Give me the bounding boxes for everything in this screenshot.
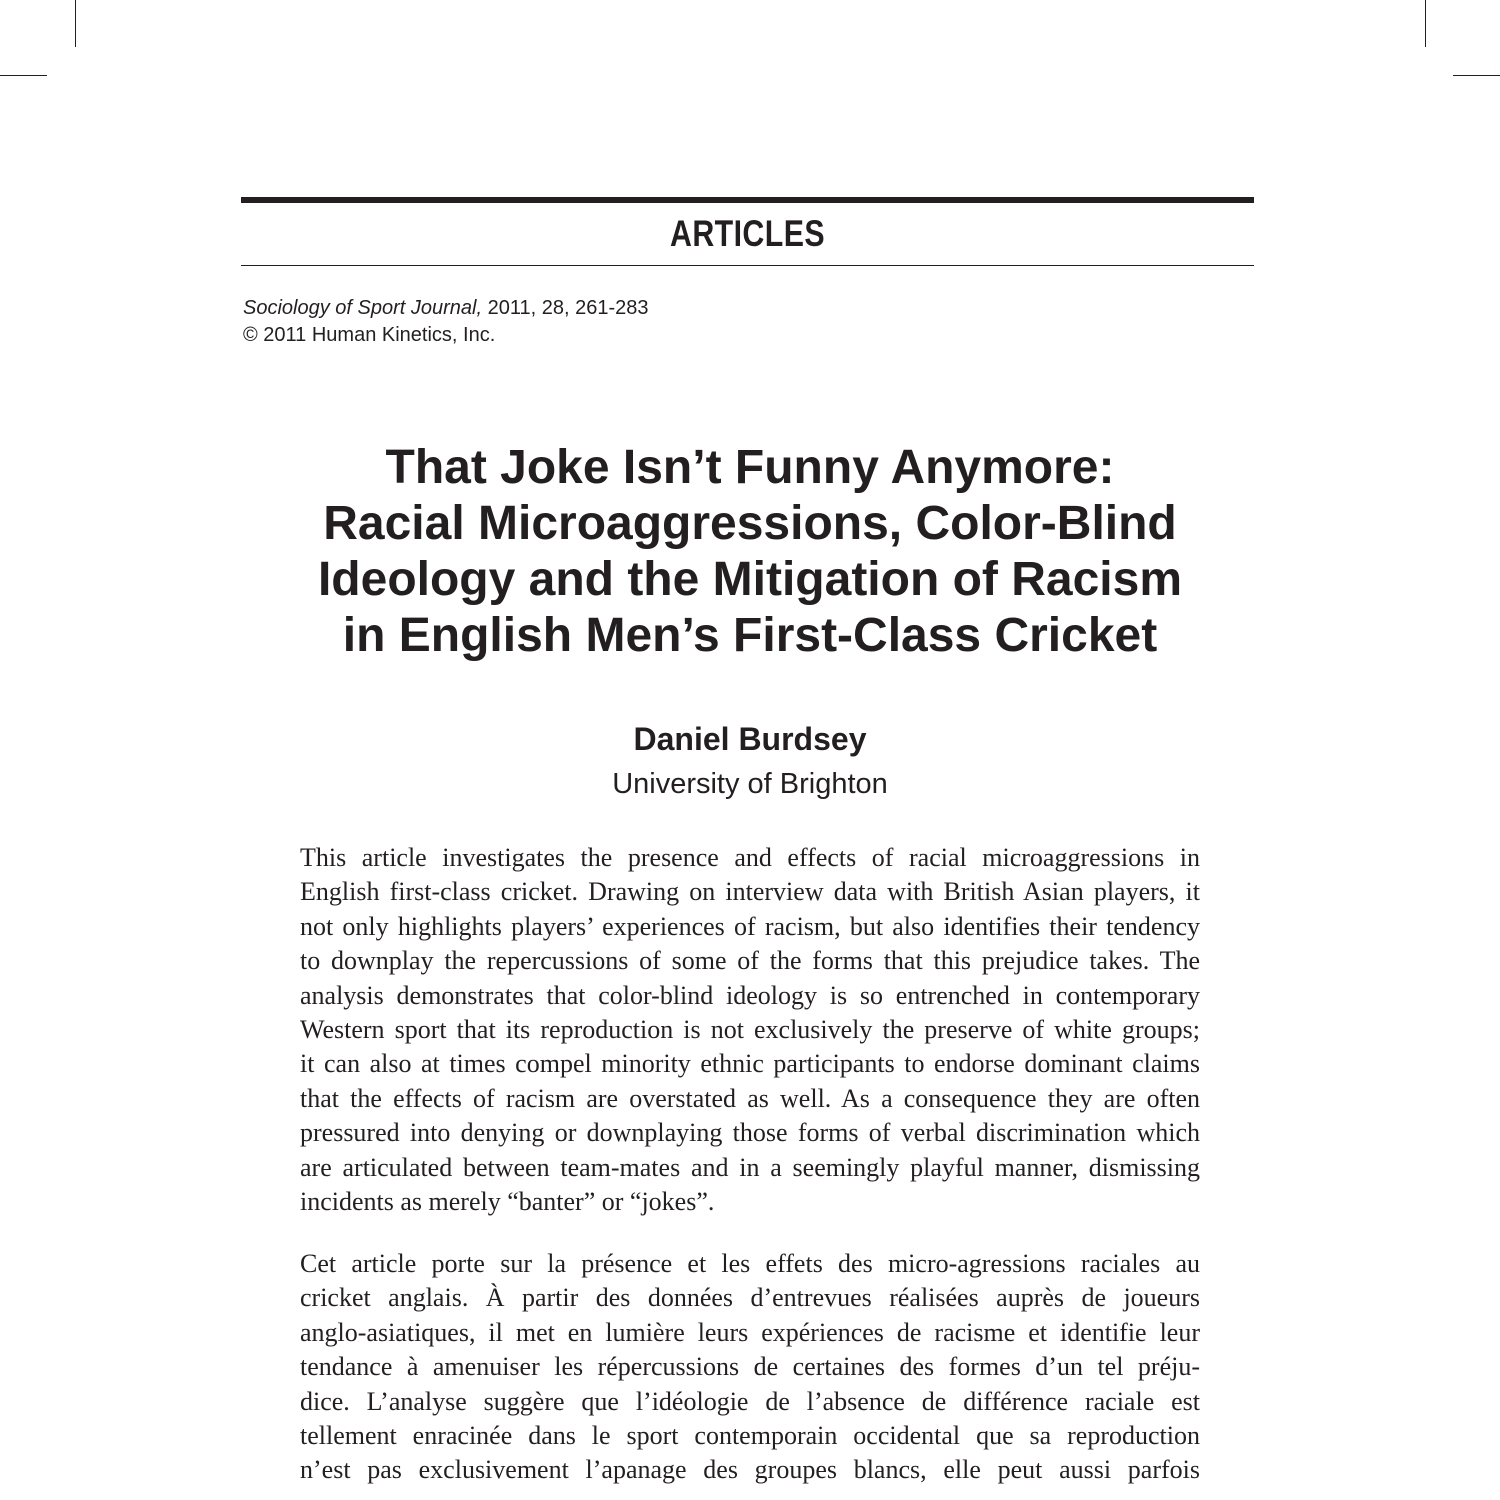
abstract-line: to downplay the repercussions of some of the forms that this prejudice takes. The bbox=[300, 946, 1200, 976]
abstract-line: analysis demonstrates that color-blind ideology is so entrenched in contemporary bbox=[300, 980, 1200, 1010]
abstract-french bbox=[300, 1247, 1200, 1488]
section-label: ARTICLES bbox=[670, 213, 825, 254]
crop-mark-top-left-horizontal bbox=[0, 75, 47, 76]
title-line: in English Men’s First-Class Cricket bbox=[342, 609, 1158, 662]
abstract-line: This article investigates the presence and effects of racial microaggressions in bbox=[300, 843, 1200, 872]
journal-name: Sociology of Sport Journal, bbox=[243, 297, 483, 319]
journal-volume-pages: 2011, 28, 261-283 bbox=[482, 297, 649, 319]
journal-info bbox=[243, 295, 648, 349]
crop-mark-top-left-vertical bbox=[75, 0, 76, 47]
title-line: Racial Microaggressions, Color-Blind bbox=[323, 497, 1177, 550]
abstract-line: English first-class cricket. Drawing on interview data with British Asian players, it bbox=[300, 877, 1200, 907]
abstract-line: that the effects of racism are overstated as well. As a consequence they are often bbox=[300, 1083, 1200, 1113]
abstract-line: it can also at times compel minority ethnic participants to endorse dominant claims bbox=[300, 1049, 1200, 1079]
crop-mark-top-right-horizontal bbox=[1453, 75, 1500, 76]
abstract-line: n’est pas exclusivement l’apanage des groupes blancs, elle peut aussi parfois bbox=[300, 1455, 1200, 1485]
abstract-line: tendance à amenuiser les répercussions de certaines des formes d’un tel préju- bbox=[300, 1352, 1200, 1382]
journal-citation-line bbox=[243, 295, 648, 322]
section-rule-thin bbox=[241, 265, 1254, 266]
journal-copyright: © 2011 Human Kinetics, Inc. bbox=[243, 324, 496, 346]
abstract-line: cricket anglais. À partir des données d’entrevues réalisées auprès de joueurs bbox=[300, 1283, 1200, 1313]
section-rule-thick bbox=[241, 197, 1254, 203]
section-header bbox=[241, 197, 1254, 266]
abstract-line: anglo-asiatiques, il met en lumière leurs expériences de racisme et identifie leur bbox=[300, 1317, 1200, 1347]
abstract-english bbox=[300, 841, 1200, 1219]
abstract-line: are articulated between team-mates and in a seemingly playful manner, dismissing bbox=[300, 1152, 1200, 1182]
abstract-line: Western sport that its reproduction is not exclusively the preserve of white groups; bbox=[300, 1015, 1200, 1045]
article-title bbox=[250, 440, 1250, 664]
abstract-line: tellement enracinée dans le sport contemporain occidental que sa reproduction bbox=[300, 1421, 1200, 1451]
abstract-line: dice. L’analyse suggère que l’idéologie de l’absence de différence raciale est bbox=[300, 1386, 1200, 1416]
abstract-line: pressured into denying or downplaying those forms of verbal discrimination which bbox=[300, 1118, 1200, 1148]
author-affiliation: University of Brighton bbox=[612, 768, 888, 800]
author-name: Daniel Burdsey bbox=[633, 721, 867, 757]
title-line: That Joke Isn’t Funny Anymore: bbox=[385, 441, 1115, 494]
abstract-line: not only highlights players’ experiences of racism, but also identifies their tendency bbox=[300, 911, 1200, 941]
crop-mark-top-right-vertical bbox=[1425, 0, 1426, 47]
title-line: Ideology and the Mitigation of Racism bbox=[317, 553, 1183, 606]
abstract-line: Cet article porte sur la présence et les effets des micro-agressions raciales au bbox=[300, 1249, 1200, 1278]
abstract-line: incidents as merely “banter” or “jokes”. bbox=[300, 1187, 715, 1217]
